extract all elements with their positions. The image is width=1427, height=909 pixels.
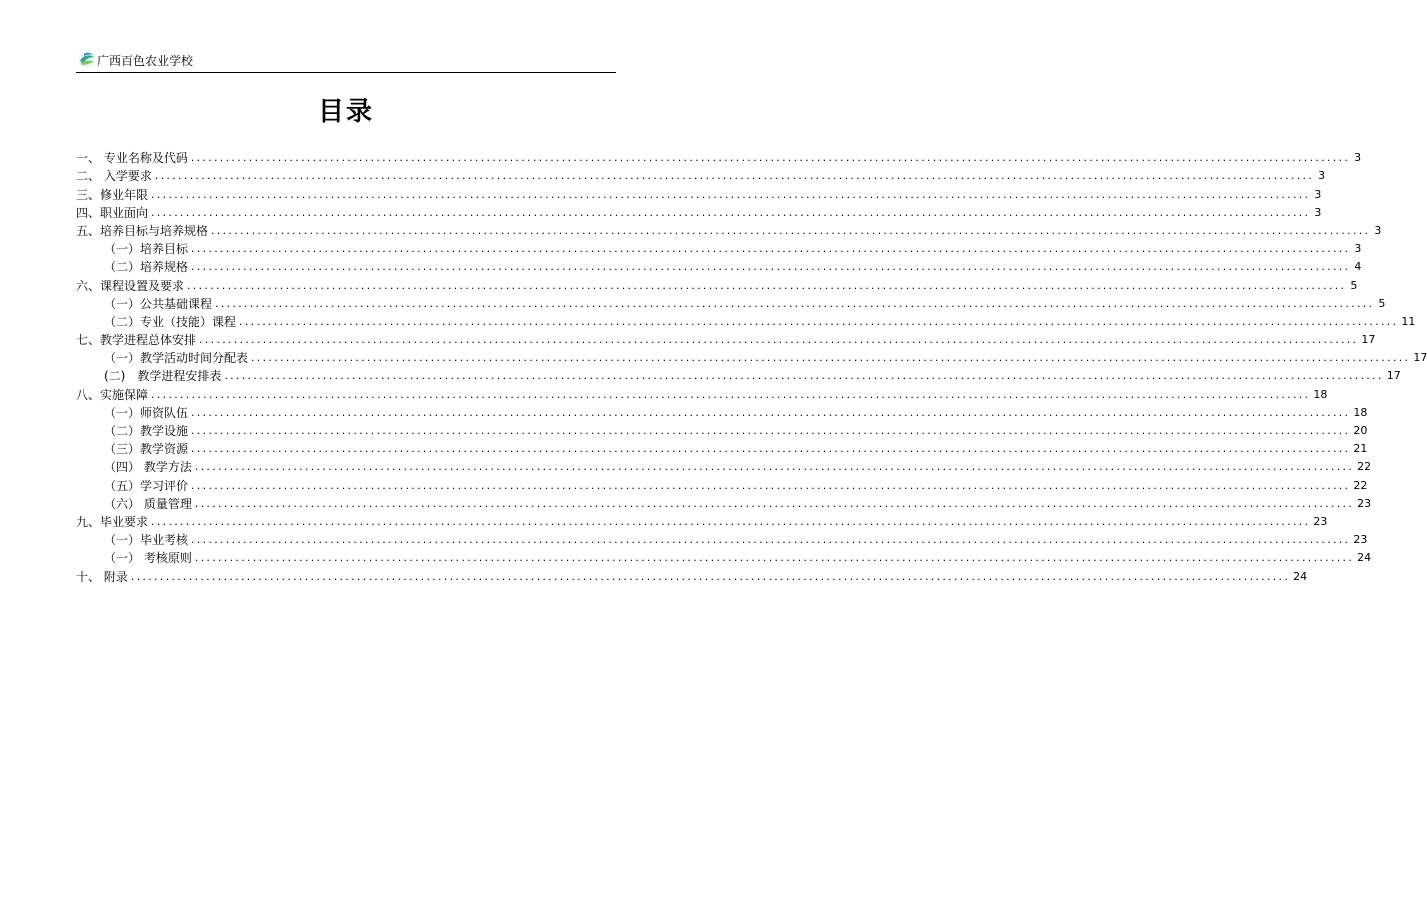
- toc-dot-leader: ........................................................................................................................................................................................................: [191, 533, 1351, 547]
- toc-entry-page-number: 3: [1314, 205, 1322, 219]
- toc-dot-leader: ........................................................................................................................................................................................................: [151, 514, 1311, 528]
- toc-entry[interactable]: [76, 147, 1362, 166]
- toc-entry-label: （二）培养规格: [104, 260, 189, 275]
- toc-entry-page-number: 5: [1378, 296, 1386, 310]
- toc-entry-label: 三、修业年限: [76, 187, 149, 202]
- toc-entry-label: （三）教学资源: [104, 442, 189, 457]
- toc-entry-label: 五、培养目标与培养规格: [76, 223, 209, 238]
- toc-entry-page-number: 23: [1357, 496, 1372, 510]
- toc-entry-page-number: 11: [1401, 314, 1416, 328]
- school-logo-icon: [78, 50, 96, 68]
- toc-entry[interactable]: [76, 493, 1372, 511]
- toc-dot-leader: ........................................................................................................................................................................................................: [151, 205, 1311, 219]
- toc-entry-label: （一）公共基础课程: [104, 296, 213, 311]
- toc-entry-label: （一）毕业考核: [104, 533, 189, 548]
- toc-entry[interactable]: [76, 183, 1322, 202]
- toc-dot-leader: ........................................................................................................................................................................................................: [191, 242, 1351, 256]
- toc-entry-label: 四、职业面向: [76, 205, 149, 220]
- toc-entry-page-number: 17: [1386, 369, 1401, 383]
- toc-entry[interactable]: [76, 565, 1308, 584]
- toc-entry-label: （一）师资队伍: [104, 405, 189, 420]
- toc-entry[interactable]: [76, 238, 1362, 257]
- toc-entry[interactable]: [76, 402, 1368, 420]
- toc-entry[interactable]: [76, 274, 1358, 293]
- toc-entry-label: （一）教学活动时间分配表: [104, 351, 249, 366]
- toc-dot-leader: ........................................................................................................................................................................................................: [154, 169, 1315, 183]
- toc-dot-leader: ........................................................................................................................................................................................................: [251, 351, 1411, 365]
- toc-entry-page-number: 21: [1353, 442, 1368, 456]
- toc-entry-page-number: 20: [1353, 424, 1368, 437]
- toc-dot-leader: ........................................................................................................................................................................................................: [194, 551, 1355, 565]
- toc-entry[interactable]: [76, 165, 1326, 184]
- toc-dot-leader: ........................................................................................................................................................................................................: [187, 278, 1347, 292]
- toc-dot-leader: ........................................................................................................................................................................................................: [194, 460, 1355, 474]
- toc-entry-page-number: 17: [1361, 333, 1376, 347]
- toc-entry-label: (二) 教学进程安排表: [104, 369, 222, 384]
- toc-entry-label: （一） 考核原则: [104, 551, 192, 566]
- toc-entry[interactable]: [76, 311, 1416, 329]
- toc-entry-page-number: 3: [1318, 169, 1326, 183]
- toc-dot-leader: ........................................................................................................................................................................................................: [199, 333, 1359, 347]
- toc-entry-page-number: 5: [1350, 278, 1358, 292]
- toc-entry-page-number: 23: [1353, 533, 1368, 547]
- toc-dot-leader: ........................................................................................................................................................................................................: [215, 296, 1375, 310]
- toc-entry-label: 七、教学进程总体安排: [76, 333, 197, 348]
- toc-entry-label: （一）培养目标: [104, 242, 189, 257]
- toc-entry-label: 九、毕业要求: [76, 514, 149, 529]
- toc-dot-leader: ........................................................................................................................................................................................................: [239, 314, 1399, 328]
- toc-entry-page-number: 3: [1354, 242, 1362, 256]
- toc-entry-page-number: 24: [1293, 569, 1308, 583]
- toc-entry-page-number: 3: [1354, 151, 1362, 165]
- toc-entry-page-number: 22: [1353, 478, 1368, 492]
- toc-entry-page-number: 18: [1353, 405, 1368, 419]
- toc-entry-label: （五）学习评价: [104, 478, 189, 493]
- toc-entry-label: （四） 教学方法: [104, 460, 192, 475]
- toc-entry[interactable]: [76, 220, 1382, 238]
- toc-dot-leader: ........................................................................................................................................................................................................: [194, 496, 1355, 510]
- toc-entry[interactable]: [76, 256, 1362, 275]
- toc-dot-leader: ........................................................................................................................................................................................................: [190, 151, 1351, 165]
- toc-dot-leader: ........................................................................................................................................................................................................: [191, 405, 1351, 419]
- toc-entry[interactable]: [76, 547, 1372, 566]
- toc-entry[interactable]: [76, 511, 1328, 529]
- toc-dot-leader: ........................................................................................................................................................................................................: [151, 187, 1311, 201]
- toc-entry[interactable]: [76, 438, 1368, 457]
- toc-entry-label: 二、 入学要求: [76, 169, 152, 184]
- toc-dot-leader: ........................................................................................................................................................................................................: [211, 223, 1371, 237]
- toc-entry-page-number: 3: [1374, 223, 1382, 237]
- toc-entry-page-number: 23: [1313, 514, 1328, 528]
- toc-dot-leader: ........................................................................................................................................................................................................: [224, 369, 1384, 383]
- toc-entry[interactable]: [76, 329, 1376, 348]
- toc-entry-page-number: 22: [1357, 460, 1372, 474]
- school-name: 广西百色农业学校: [97, 54, 194, 68]
- toc-entry[interactable]: [76, 456, 1372, 475]
- toc-entry-page-number: 24: [1357, 551, 1372, 565]
- toc-entry-label: （二）专业（技能）课程: [104, 314, 237, 329]
- toc-entry-page-number: 18: [1313, 387, 1328, 401]
- toc-entry[interactable]: [76, 347, 1427, 366]
- toc-dot-leader: ........................................................................................................................................................................................................: [191, 442, 1351, 456]
- toc-entry[interactable]: [76, 383, 1328, 402]
- toc-dot-leader: ........................................................................................................................................................................................................: [130, 569, 1291, 583]
- toc-entry[interactable]: [76, 474, 1368, 493]
- toc-entry-label: 十、 附录: [76, 569, 128, 584]
- toc-entry[interactable]: [76, 293, 1386, 311]
- toc-entry-page-number: 4: [1354, 260, 1362, 274]
- toc-entry[interactable]: [76, 420, 1368, 438]
- toc-entry-label: 六、课程设置及要求: [76, 278, 185, 293]
- toc-entry[interactable]: [76, 529, 1368, 548]
- toc-entry-label: 一、 专业名称及代码: [76, 151, 188, 166]
- toc-entry-label: （六） 质量管理: [104, 496, 192, 511]
- page-header: [76, 46, 616, 73]
- toc-entry-label: 八、实施保障: [76, 387, 149, 402]
- toc-entry[interactable]: [76, 202, 1322, 220]
- page-title: 目录: [317, 97, 374, 127]
- toc-dot-leader: ........................................................................................................................................................................................................: [191, 478, 1351, 492]
- toc-dot-leader: ........................................................................................................................................................................................................: [151, 387, 1311, 401]
- toc-entry-label: （二）教学设施: [104, 424, 189, 438]
- toc-entry[interactable]: [76, 365, 1401, 384]
- toc-entry-page-number: 3: [1314, 187, 1322, 201]
- table-of-contents: [76, 147, 1427, 584]
- toc-dot-leader: ........................................................................................................................................................................................................: [191, 424, 1351, 437]
- toc-entry-page-number: 17: [1413, 351, 1427, 365]
- toc-dot-leader: ........................................................................................................................................................................................................: [191, 260, 1351, 274]
